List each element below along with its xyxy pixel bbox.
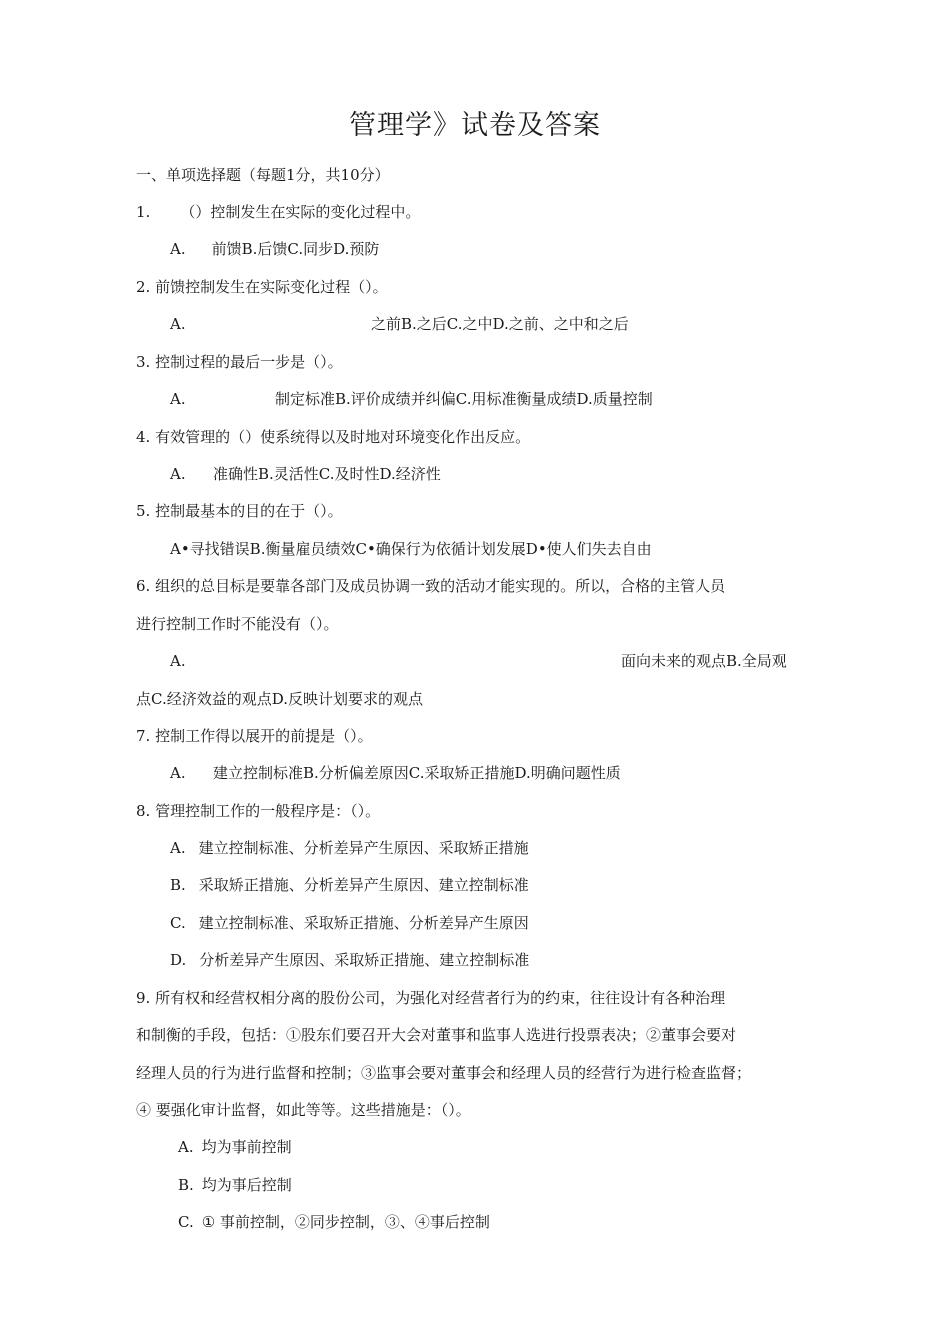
- option-text: 均为事后控制: [201, 1176, 292, 1194]
- question-9-stem-line-3: 经理人员的行为进行监督和控制；③监事会要对董事会和经理人员的经营行为进行检查监督；: [136, 1064, 752, 1082]
- question-5-options-text: A•寻找错误B.衡量雇员绩效C•确保行为依循计划发展D•使人们失去自由: [170, 540, 652, 558]
- document-title: 管理学》试卷及答案: [349, 110, 601, 141]
- question-9-stem-line-2: 和制衡的手段，包括：①股东们要召开大会对董事和监事人选进行投票表决；②董事会要对: [136, 1026, 737, 1044]
- question-7-option-label: A.: [170, 764, 186, 782]
- section-heading: 一、单项选择题（每题1分，共10分）: [136, 166, 390, 184]
- question-2-option-label: A.: [170, 315, 186, 333]
- option-text: 建立控制标准、分析差异产生原因、采取矫正措施: [198, 839, 529, 857]
- question-6-option-label: A.: [170, 652, 186, 670]
- question-8-stem: 8. 管理控制工作的一般程序是：（）。: [136, 802, 381, 820]
- option-text: 采取矫正措施、分析差异产生原因、建立控制标准: [198, 876, 529, 894]
- question-1-option-label: A.: [170, 240, 186, 258]
- question-6-options-line-1: 面向未来的观点B.全局观: [621, 652, 787, 670]
- question-9-option-b: [178, 1174, 292, 1196]
- option-label: A.: [178, 1138, 194, 1156]
- question-9-option-a: [178, 1136, 292, 1158]
- question-3-option-label: A.: [170, 390, 186, 408]
- option-label: B.: [170, 876, 186, 894]
- question-2-options-text: 之前B.之后C.之中D.之前、之中和之后: [371, 315, 629, 333]
- question-5-stem: 5. 控制最基本的目的在于（）。: [136, 502, 343, 520]
- question-7-options-text: 建立控制标准B.分析偏差原因C.采取矫正措施D.明确问题性质: [213, 764, 621, 782]
- question-4-option-label: A.: [170, 465, 186, 483]
- question-8-option-a: [170, 837, 529, 859]
- question-1-options: [170, 238, 379, 260]
- option-label: D.: [170, 951, 187, 969]
- question-8-option-b: [170, 874, 529, 896]
- question-3-stem: 3. 控制过程的最后一步是（）。: [136, 353, 343, 371]
- option-text: 均为事前控制: [201, 1138, 292, 1156]
- question-1-options-text: 前馈B.后馈C.同步D.预防: [211, 240, 380, 258]
- question-4-stem: 4. 有效管理的（）使系统得以及时地对环境变化作出反应。: [136, 428, 531, 446]
- question-9-stem-line-1: 9. 所有权和经营权相分离的股份公司，为强化对经营者行为的约束，往往设计有各种治理: [136, 989, 726, 1007]
- option-label: B.: [178, 1176, 194, 1194]
- question-8-option-c: [170, 912, 529, 934]
- question-6-stem-line-2: 进行控制工作时不能没有（）。: [136, 615, 339, 633]
- question-2-stem: 2. 前馈控制发生在实际变化过程（）。: [136, 278, 388, 296]
- question-9-option-c: [178, 1211, 490, 1233]
- question-6-stem-line-1: 6. 组织的总目标是要靠各部门及成员协调一致的活动才能实现的。所以，合格的主管人员: [136, 577, 726, 595]
- question-4-options-text: 准确性B.灵活性C.及时性D.经济性: [213, 465, 441, 483]
- option-label: A.: [170, 839, 186, 857]
- question-1-stem: （）控制发生在实际的变化过程中。: [180, 203, 421, 221]
- option-label: C.: [178, 1213, 194, 1231]
- question-1: [136, 201, 420, 223]
- question-9-stem-line-4: ④ 要强化审计监督，如此等等。这些措施是：（）。: [136, 1101, 471, 1119]
- option-text: 分析差异产生原因、采取矫正措施、建立控制标准: [199, 951, 530, 969]
- question-3-options-text: 制定标准B.评价成绩并纠偏C.用标准衡量成绩D.质量控制: [275, 390, 653, 408]
- option-text: 建立控制标准、采取矫正措施、分析差异产生原因: [198, 914, 529, 932]
- question-1-number: 1.: [136, 203, 151, 221]
- option-label: C.: [170, 914, 186, 932]
- option-text: ① 事前控制，②同步控制，③、④事后控制: [201, 1213, 490, 1231]
- question-6-options-line-2: 点C.经济效益的观点D.反映计划要求的观点: [136, 690, 423, 708]
- question-8-option-d: [170, 949, 529, 971]
- question-7-stem: 7. 控制工作得以展开的前提是（）。: [136, 727, 373, 745]
